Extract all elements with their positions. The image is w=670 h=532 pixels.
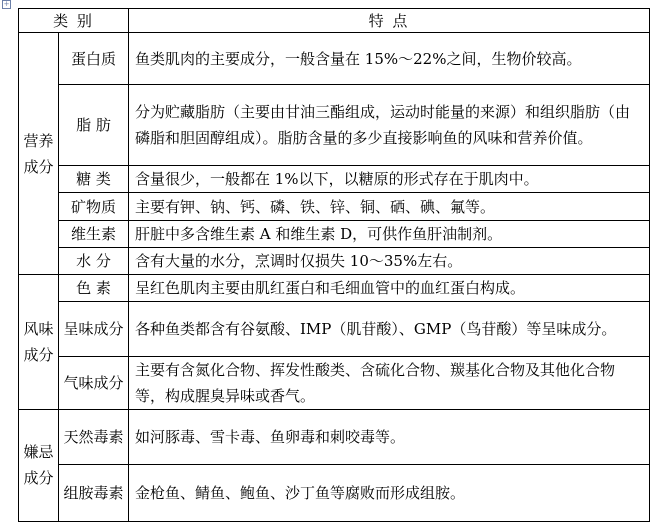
subcategory-pigment: 色 素 (59, 275, 129, 302)
header-category: 类 别 (19, 9, 129, 33)
table-row (19, 166, 650, 193)
subcategory-protein: 蛋白质 (59, 33, 129, 85)
subcategory-sugar: 糖 类 (59, 166, 129, 193)
feature-taste: 各种鱼类都含有谷氨酸、IMP（肌苷酸）、GMP（鸟苷酸）等呈味成分。 (129, 302, 650, 356)
subcategory-minerals: 矿物质 (59, 193, 129, 221)
feature-histamine: 金枪鱼、鲭鱼、鲍鱼、沙丁鱼等腐败而形成组胺。 (129, 464, 650, 521)
feature-vitamins: 肝脏中多含维生素 A 和维生素 D，可供作鱼肝油制剂。 (129, 221, 650, 248)
table-row (19, 356, 650, 409)
table-row (19, 193, 650, 221)
feature-minerals: 主要有钾、钠、钙、磷、铁、锌、铜、硒、碘、氟等。 (129, 193, 650, 221)
category-flavor: 风味成分 (19, 275, 59, 409)
table-row (19, 409, 650, 464)
subcategory-odor: 气味成分 (59, 356, 129, 409)
table-row (19, 248, 650, 275)
subcategory-taste: 呈味成分 (59, 302, 129, 356)
feature-fat: 分为贮藏脂肪（主要由甘油三酯组成，运动时能量的来源）和组织脂肪（由磷脂和胆固醇组成）。脂肪含量的多少直接影响鱼的风味和营养价值。 (129, 85, 650, 166)
table-row (19, 302, 650, 356)
subcategory-natural-toxins: 天然毒素 (59, 409, 129, 464)
category-undesirable: 嫌忌成分 (19, 409, 59, 521)
table-header-row (19, 9, 650, 33)
table-row (19, 33, 650, 85)
subcategory-water: 水 分 (59, 248, 129, 275)
feature-pigment: 呈红色肌肉主要由肌红蛋白和毛细血管中的血红蛋白构成。 (129, 275, 650, 302)
table-row (19, 221, 650, 248)
subcategory-fat: 脂 肪 (59, 85, 129, 166)
table-row (19, 464, 650, 521)
feature-sugar: 含量很少，一般都在 1%以下，以糖原的形式存在于肌肉中。 (129, 166, 650, 193)
category-nutrition: 营养成分 (19, 33, 59, 275)
subcategory-histamine: 组胺毒素 (59, 464, 129, 521)
feature-natural-toxins: 如河豚毒、雪卡毒、鱼卵毒和刺咬毒等。 (129, 409, 650, 464)
feature-odor: 主要有含氮化合物、挥发性酸类、含硫化合物、羰基化合物及其他化合物等，构成腥臭异味或香气。 (129, 356, 650, 409)
feature-water: 含有大量的水分，烹调时仅损失 10～35%左右。 (129, 248, 650, 275)
header-feature: 特 点 (129, 9, 650, 33)
table-move-handle-icon[interactable]: + (3, 0, 10, 8)
table-row (19, 85, 650, 166)
subcategory-vitamins: 维生素 (59, 221, 129, 248)
feature-protein: 鱼类肌肉的主要成分，一般含量在 15%～22%之间，生物价较高。 (129, 33, 650, 85)
fish-composition-table (18, 8, 650, 522)
table-row (19, 275, 650, 302)
